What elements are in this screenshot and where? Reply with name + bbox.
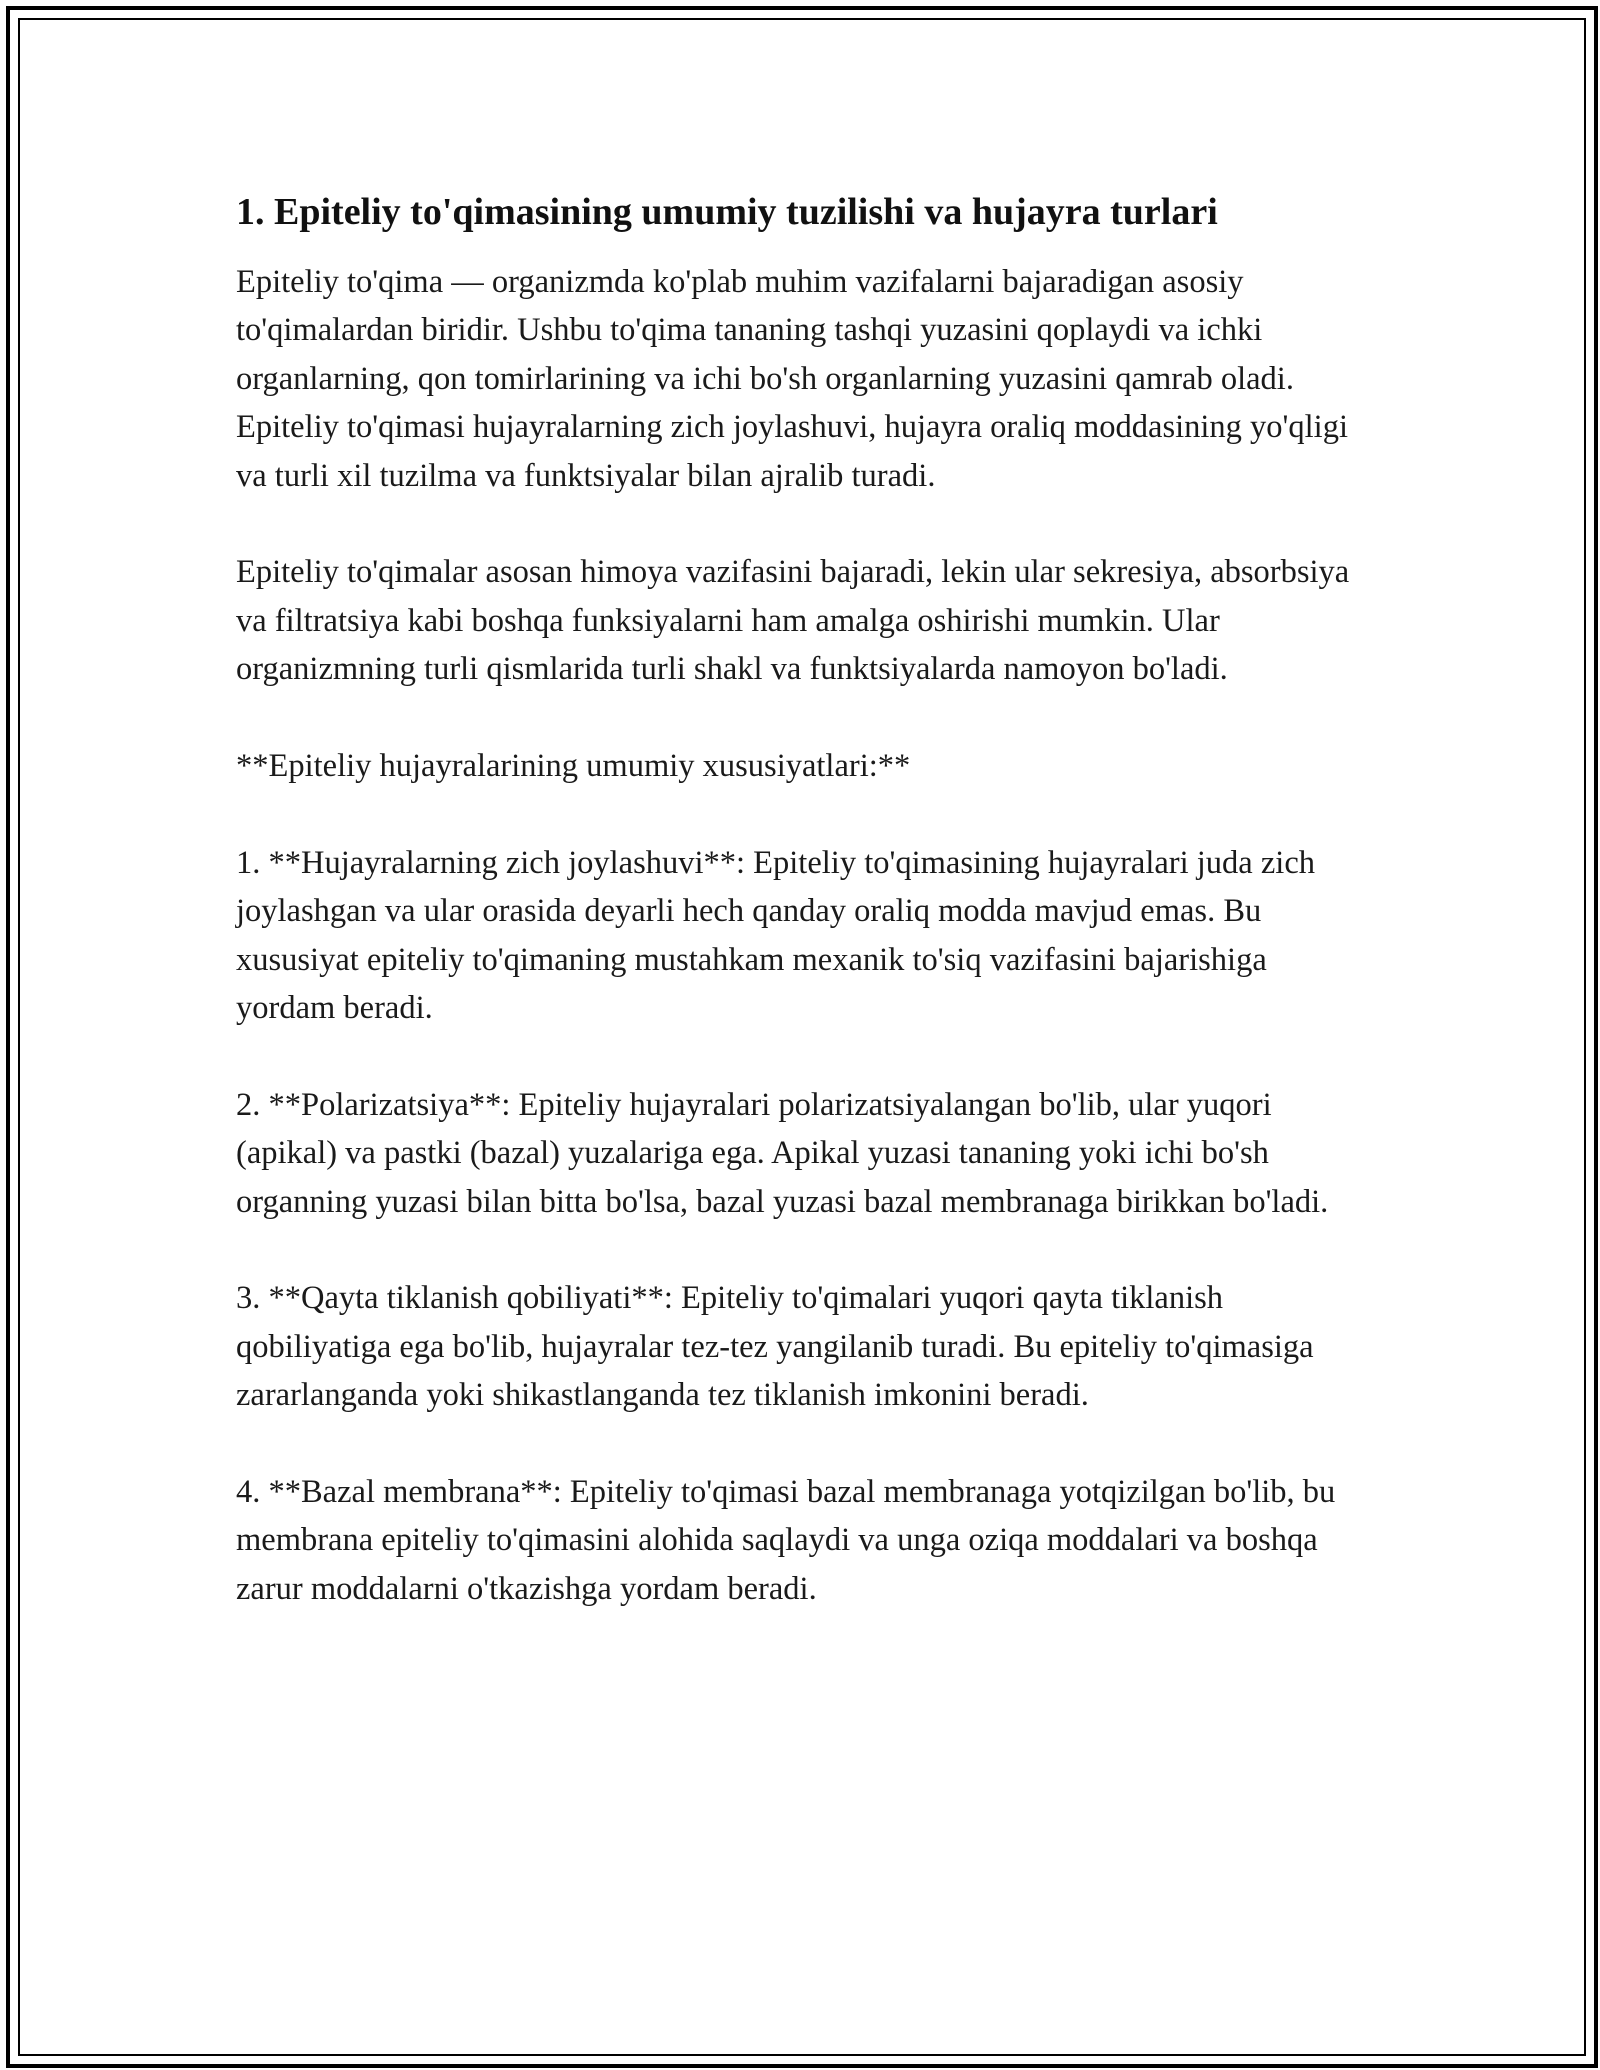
paragraph-functions: Epiteliy to'qimalar asosan himoya vazifasini bajaradi, lekin ular sekresiya, absorbsiya va filtratsiya kabi boshqa funksiyalarni ham amalga oshirishi mumkin. Ular organizmning turli qismlarida turli shakl va funktsiyalarda namoyon bo'ladi.: [236, 554, 1350, 688]
list-item-dense-arrangement: 1. **Hujayralarning zich joylashuvi**: Epiteliy to'qimasining hujayralari juda zich joylashgan va ular orasida deyarli hech qanday oraliq modda mavjud emas. Bu xususiyat epiteliy to'qimaning mustahkam mexanik to'siq vazifasini bajarishiga yordam beradi.: [236, 844, 1315, 1027]
paragraph-properties-title: **Epiteliy hujayralarining umumiy xususiyatlari:**: [236, 748, 911, 785]
list-item-regeneration: 3. **Qayta tiklanish qobiliyati**: Epiteliy to'qimalari yuqori qayta tiklanish qobiliyatiga ega bo'lib, hujayralar tez-tez yangilanib turadi. Bu epiteliy to'qimasiga zararlanganda yoki shikastlanganda tez tiklanish imkonini beradi.: [236, 1280, 1314, 1414]
list-item-basal-membrane: 4. **Bazal membrana**: Epiteliy to'qimasi bazal membranaga yotqizilgan bo'lib, bu membrana epiteliy to'qimasini alohida saqlaydi va unga oziqa moddalari va boshqa zarur moddalarni o'tkazishga yordam beradi.: [236, 1474, 1336, 1607]
document-body: [236, 186, 1366, 1613]
paragraph-intro: Epiteliy to'qima — organizmda ko'plab muhim vazifalarni bajaradigan asosiy to'qimalardan biridir. Ushbu to'qima tananing tashqi yuzasini qoplaydi va ichki organlarning, qon tomirlarining va ichi bo'sh organlarning yuzasini qamrab oladi. Epiteliy to'qimasi hujayralarning zich joylashuvi, hujayra oraliq moddasining yo'qligi va turli xil tuzilma va funktsiyalar bilan ajralib turadi.: [236, 264, 1348, 494]
section-heading: 1. Epiteliy to'qimasining umumiy tuzilishi va hujayra turlari: [236, 191, 1218, 233]
list-item-polarization: 2. **Polarizatsiya**: Epiteliy hujayralari polarizatsiyalangan bo'lib, ular yuqori (apikal) va pastki (bazal) yuzalariga ega. Apikal yuzasi tananing yoki ichi bo'sh organning yuzasi bilan bitta bo'lsa, bazal yuzasi bazal membranaga birikkan bo'ladi.: [236, 1086, 1329, 1220]
